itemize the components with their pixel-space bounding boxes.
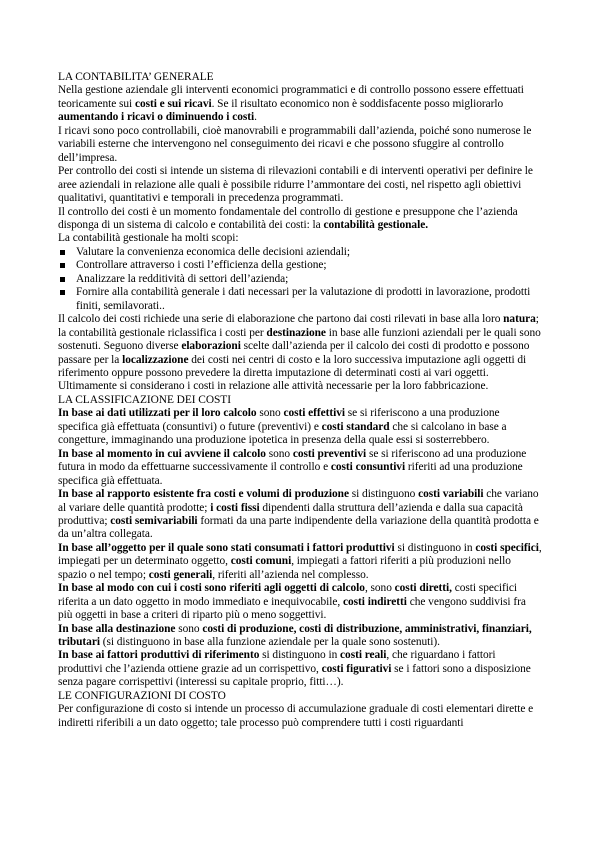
- paragraph-fattori-produttivi: In base ai fattori produttivi di riferimento si distinguono in costi reali, che riguardano i fattori produttivi che l’azienda ottiene grazie ad un corrispettivo, costi figurativi se i fattori sono a disposizione senza pagare corrispettivi (interessi su capitale proprio, fitti…).: [58, 649, 531, 689]
- paragraph-oggetto-fattori: In base all’oggetto per il quale sono stati consumati i fattori produttivi si distinguono in costi specifici, impiegati per un determinato oggetto, costi comuni, impiegati a fattori riferiti a più produzioni nello spazio o nel tempo; costi generali, riferiti all’azienda nel complesso.: [58, 541, 542, 581]
- paragraph-destinazione: In base alla destinazione sono costi di produzione, costi di distribuzione, amministrativi, finanziari, tributari (si distinguono in base alla funzione aziendale per la quale sono sostenuti).: [58, 622, 532, 649]
- list-item: Fornire alla contabilità generale i dati necessari per la valutazione di prodotti in lavorazione, prodotti finiti, semilavorati..: [58, 286, 542, 313]
- list-item: Analizzare la redditività di settori dell’azienda;: [58, 273, 542, 286]
- list-item: Controllare attraverso i costi l’efficienza della gestione;: [58, 259, 542, 272]
- paragraph-dati-utilizzati: In base ai dati utilizzati per il loro calcolo sono costi effettivi se si riferiscono a una produzione specifica già effettuata (consuntivi) o future (preventivi) e costi standard che si calcolano in base a congetture, immaginando una produzione ipotetica in presenza della quale essi si sosterrebbero.: [58, 407, 507, 447]
- paragraph-contabilita-gestionale: Il controllo dei costi è un momento fondamentale del controllo di gestione e presuppone che l’azienda disponga di un sistema di calcolo e contabilità dei costi: la contabilità gestionale.: [58, 205, 518, 231]
- paragraph-scopi: La contabilità gestionale ha molti scopi:: [58, 232, 239, 245]
- document-page: [58, 71, 542, 730]
- paragraph-calcolo-costi: Il calcolo dei costi richiede una serie di elaborazione che partono dai costi rilevati in base alla loro natura; la contabilità gestionale riclassifica i costi per destinazione in base alle funzioni aziendali per le quali sono sostenuti. Seguono diverse elaborazioni scelte dall’azienda per il calcolo dei costi di prodotto e possono passare per la localizzazione dei costi nei centri di costo e la loro successiva imputazione agli oggetti di riferimento oppure possono prevedere la diretta imputazione di determinati costi ai vari oggetti. Ultimamente si considerano i costi in relazione alle attività necessarie per la loro fabbricazione.: [58, 313, 541, 393]
- heading-configurazioni: LE CONFIGURAZIONI DI COSTO: [58, 689, 226, 702]
- paragraph-modo-riferimento: In base al modo con cui i costi sono riferiti agli oggetti di calcolo, sono costi diretti, costi specifici riferita a un dato oggetto in modo immediato e inequivocabile, costi indiretti che vengono suddivisi fra più oggetti in base a criteri di riparto più o meno soggettivi.: [58, 582, 526, 622]
- scopi-list: [58, 246, 542, 313]
- list-item: Valutare la convenienza economica delle decisioni aziendali;: [58, 246, 542, 259]
- paragraph-volumi-produzione: In base al rapporto esistente fra costi e volumi di produzione si distinguono costi variabili che variano al variare delle quantità prodotte; i costi fissi dipendenti dalla struttura dell’azienda e dalla sua capacità produttiva; costi semivariabili formati da una parte indipendente della variazione della quantità prodotta e da un’altra collegata.: [58, 488, 539, 541]
- paragraph-controllo-costi: Per controllo dei costi si intende un sistema di rilevazioni contabili e di interventi operativi per definire le aree aziendali in relazione alle quali è possibile ridurre l’ammontare dei costi, nel rispetto agli obiettivi qualitativi, quantitativi e temporali in precedenza programmati.: [58, 165, 533, 205]
- paragraph-ricavi: I ricavi sono poco controllabili, cioè manovrabili e programmabili dall’azienda, poiché sono numerose le variabili esterne che intervengono nel conseguimento dei ricavi e che possono sfuggire al controllo dell’impresa.: [58, 124, 532, 164]
- paragraph-configurazione-costo: Per configurazione di costo si intende un processo di accumulazione graduale di costi elementari dirette e indiretti riferibili a un dato oggetto; tale processo può comprendere tutti i costi riguardanti: [58, 703, 534, 729]
- paragraph-interventi: Nella gestione aziendale gli interventi economici programmatici e di controllo possono essere effettuati teoricamente sui costi e sui ricavi. Se il risultato economico non è soddisfacente posso migliorarlo aumentando i ricavi o diminuendo i costi.: [58, 84, 524, 124]
- heading-classificazione: LA CLASSIFICAZIONE DEI COSTI: [58, 393, 231, 406]
- heading-contabilita-generale: LA CONTABILITA’ GENERALE: [58, 71, 214, 83]
- paragraph-momento-calcolo: In base al momento in cui avviene il calcolo sono costi preventivi se si riferiscono ad una produzione futura in modo da effettuarne successivamente il controllo e costi consuntivi riferiti ad una produzione specifica già effettuata.: [58, 447, 527, 487]
